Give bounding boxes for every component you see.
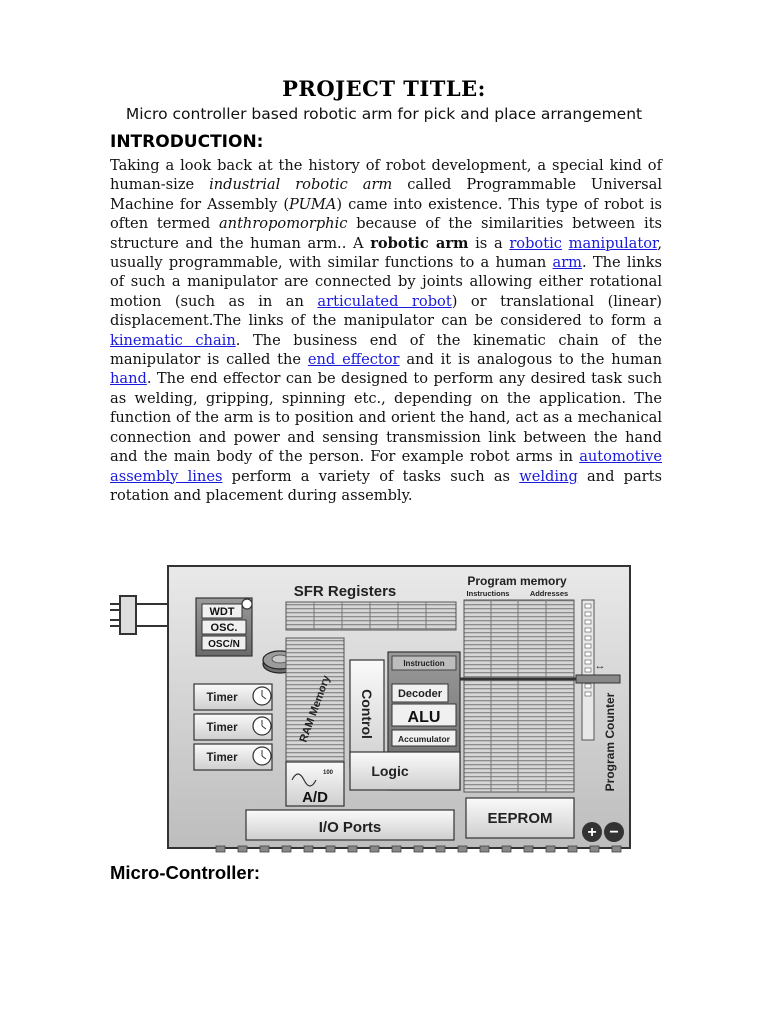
- microcontroller-diagram: [106, 560, 636, 856]
- decoder-label: Decoder: [397, 688, 443, 700]
- timer-label-2: Timer: [206, 722, 238, 734]
- instruction-label: Instruction: [403, 659, 445, 668]
- micro-controller-heading: Micro-Controller:: [110, 862, 261, 883]
- link-arm[interactable]: arm: [552, 254, 583, 272]
- emphasis-industrial-robotic-arm: industrial robotic arm: [209, 176, 393, 194]
- bold-robotic-arm: robotic arm: [370, 234, 469, 252]
- project-title: PROJECT TITLE:: [282, 76, 486, 101]
- adc-tick-label: 100: [322, 770, 334, 776]
- crystal-connector-icon: [110, 596, 168, 634]
- link-automotive[interactable]: automotive: [579, 448, 662, 466]
- ram-memory-label: RAM Memory: [297, 673, 333, 745]
- addresses-label: Addresses: [529, 589, 569, 598]
- introduction-heading: INTRODUCTION:: [110, 132, 264, 152]
- link-hand[interactable]: hand: [110, 370, 147, 388]
- program-memory-label: Program memory: [467, 574, 567, 588]
- link-robotic[interactable]: robotic: [509, 234, 562, 252]
- double-arrow-icon: ↔: [594, 660, 606, 672]
- control-label: Control: [359, 689, 375, 739]
- link-end-effector[interactable]: end effector: [307, 351, 400, 369]
- alu-label: ALU: [407, 709, 441, 726]
- program-memory-block: [464, 600, 574, 792]
- io-ports-label: I/O Ports: [318, 819, 382, 836]
- program-counter-label: Program Counter: [603, 692, 617, 792]
- eeprom-label: EEPROM: [487, 810, 553, 827]
- timer-block-1: [194, 684, 272, 710]
- emphasis-anthropomorphic: anthropomorphic: [218, 215, 348, 233]
- osc-label: OSC.: [210, 622, 238, 634]
- timer-label-1: Timer: [206, 692, 238, 704]
- wdt-label: WDT: [209, 606, 235, 618]
- timer-block-3: [194, 744, 272, 770]
- svg-text:−: −: [609, 824, 619, 841]
- sfr-registers-block: [286, 602, 456, 630]
- introduction-paragraph: Taking a look back at the history of robot development, a special kind of human-size industrial robotic arm called Programmable Universal Machine for Assembly (PUMA) came into existence. This type of robot is often termed anthropomorphic because of the similarities between its structure and the human arm.. A robotic arm is a robotic manipulator, usually programmable, with similar functions to a human arm. The links of such a manipulator are connected by joints allowing either rotational motion (such as in an articulated robot) or translational (linear) displacement.The links of the manipulator can be considered to form a kinematic chain. The business end of the kinematic chain of the manipulator is called the end effector and it is analogous to the human hand. The end effector can be designed to perform any desired task such as welding, gripping, spinning etc., depending on the application. The function of the arm is to position and orient the hand, act as a mechanical connection and power and sensing transmission link between the hand and the main body of the person. For example robot arms in automotive assembly lines perform a variety of tasks such as welding and parts rotation and placement during assembly.: [110, 157, 662, 504]
- instructions-label: Instructions: [466, 589, 510, 598]
- timer-label-3: Timer: [206, 752, 238, 764]
- link-assembly-lines[interactable]: assembly lines: [110, 467, 223, 485]
- project-subtitle: Micro controller based robotic arm for pick and place arrangement: [125, 105, 643, 123]
- link-welding[interactable]: welding: [519, 467, 578, 485]
- ad-label: A/D: [302, 789, 328, 806]
- oscn-label: OSC/N: [208, 639, 240, 650]
- svg-text:+: +: [587, 824, 597, 841]
- watchdog-clock-icon: [242, 599, 252, 609]
- timer-block-2: [194, 714, 272, 740]
- emphasis-puma: PUMA: [289, 195, 337, 213]
- accumulator-label: Accumulator: [398, 734, 450, 744]
- link-kinematic-chain[interactable]: kinematic chain: [110, 331, 236, 349]
- sfr-registers-label: SFR Registers: [293, 583, 397, 600]
- link-manipulator[interactable]: manipulator: [568, 234, 658, 252]
- logic-label: Logic: [371, 763, 409, 779]
- link-articulated-robot[interactable]: articulated robot: [317, 292, 452, 310]
- ram-memory-block: [286, 638, 344, 782]
